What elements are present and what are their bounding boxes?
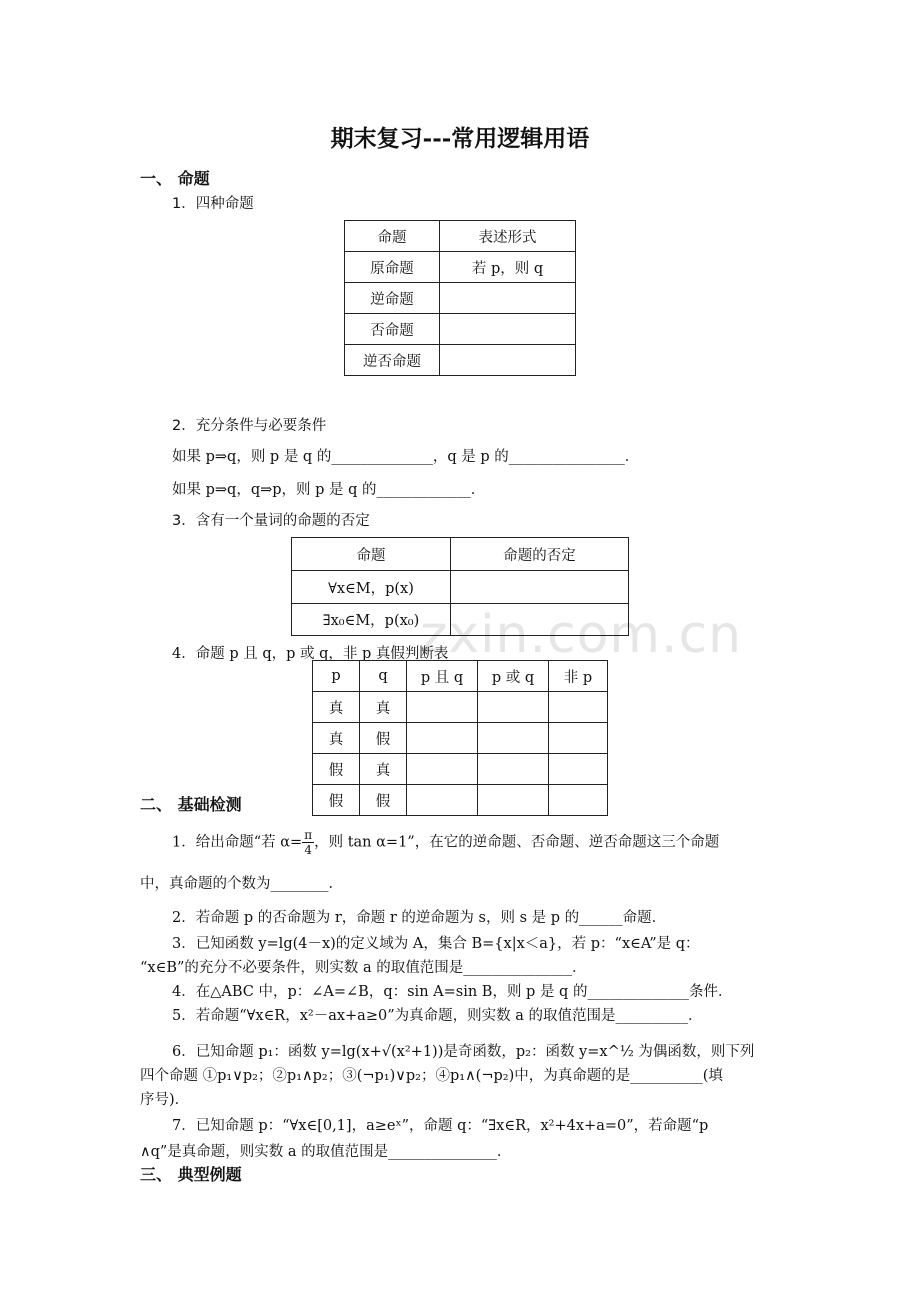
subsection-4-title: 4．命题 p 且 q，p 或 q，非 p 真假判断表 xyxy=(172,646,449,662)
section-1-heading: 一、 命题 xyxy=(140,169,210,188)
question-1-text-a: 1．给出命题“若 α= xyxy=(172,834,303,851)
question-7-line-1: 7．已知命题 p：“∀x∈[0,1]，a≥eˣ”，命题 q：“∃x∈R，x²+4x+a=0”，若命题“p xyxy=(172,1118,709,1134)
table3-cell xyxy=(407,692,478,723)
table3-cell xyxy=(549,723,608,754)
question-4: 4．在△ABC 中，p：∠A=∠B，q：sin A=sin B，则 p 是 q 的______________条件． xyxy=(172,984,733,1000)
table3-cell xyxy=(478,723,549,754)
truth-table xyxy=(312,660,608,816)
table1-cell: 原命题 xyxy=(345,252,440,283)
four-propositions-table xyxy=(344,220,576,376)
table1-cell: 逆否命题 xyxy=(345,345,440,376)
table3-cell xyxy=(407,754,478,785)
question-1-text-b: ，则 tan α=1”，在它的逆命题、否命题、逆否命题这三个命题 xyxy=(314,834,720,851)
table3-cell: 假 xyxy=(313,785,360,816)
table2-cell xyxy=(451,604,629,636)
fraction-denominator: 4 xyxy=(304,843,312,857)
table2-cell xyxy=(451,571,629,604)
table3-cell: 真 xyxy=(360,692,407,723)
subsection-1-title: 1．四种命题 xyxy=(172,196,254,212)
table3-cell: 假 xyxy=(313,754,360,785)
table3-cell: 真 xyxy=(313,723,360,754)
table3-header: p 或 q xyxy=(478,661,549,692)
section-3-heading: 三、 典型例题 xyxy=(140,1165,242,1184)
table1-header: 表述形式 xyxy=(440,221,576,252)
watermark: zxin.com.cn xyxy=(420,605,743,665)
table3-header: p 且 q xyxy=(407,661,478,692)
section-2-heading: 二、 基础检测 xyxy=(140,795,242,814)
quantifier-negation-table xyxy=(291,537,629,636)
question-5: 5．若命题“∀x∈R，x²－ax+a≥0”为真命题，则实数 a 的取值范围是__________． xyxy=(172,1008,703,1024)
table2-cell: ∀x∈M，p(x) xyxy=(292,571,451,604)
table1-cell: 若 p，则 q xyxy=(440,252,576,283)
table1-cell xyxy=(440,314,576,345)
table1-cell xyxy=(440,345,576,376)
question-1-line-2: 中，真命题的个数为________． xyxy=(140,876,343,892)
table3-cell: 真 xyxy=(360,754,407,785)
condition-line-1: 如果 p⇒q，则 p 是 q 的______________，q 是 p 的________________． xyxy=(172,449,640,465)
table3-cell xyxy=(549,692,608,723)
table3-cell xyxy=(478,692,549,723)
table3-header: p xyxy=(313,661,360,692)
table2-header: 命题的否定 xyxy=(451,538,629,571)
table2-cell: ∃x₀∈M，p(x₀) xyxy=(292,604,451,636)
question-6-line-1: 6．已知命题 p₁：函数 y=lg(x+√(x²+1))是奇函数，p₂：函数 y=x^½ 为偶函数，则下列 xyxy=(172,1044,755,1060)
table1-cell: 逆命题 xyxy=(345,283,440,314)
fraction-numerator: π xyxy=(304,828,313,842)
table3-cell: 假 xyxy=(360,723,407,754)
question-1-line-1 xyxy=(172,828,719,857)
pi-over-4-fraction xyxy=(302,828,314,857)
table1-header: 命题 xyxy=(345,221,440,252)
table3-cell xyxy=(478,785,549,816)
question-3-line-1: 3．已知函数 y=lg(4－x)的定义域为 A，集合 B={x|x＜a}，若 p：“x∈A”是 q： xyxy=(172,936,700,952)
question-3-line-2: “x∈B”的充分不必要条件，则实数 a 的取值范围是_______________． xyxy=(140,960,587,976)
table3-cell: 假 xyxy=(360,785,407,816)
table3-header: 非 p xyxy=(549,661,608,692)
table2-header: 命题 xyxy=(292,538,451,571)
subsection-2-title: 2．充分条件与必要条件 xyxy=(172,418,327,434)
condition-line-2: 如果 p⇒q，q⇒p，则 p 是 q 的_____________． xyxy=(172,482,486,498)
question-7-line-2: ∧q”是真命题，则实数 a 的取值范围是_______________． xyxy=(140,1144,512,1160)
question-2: 2．若命题 p 的否命题为 r，命题 r 的逆命题为 s，则 s 是 p 的______命题． xyxy=(172,910,667,926)
table3-cell xyxy=(407,723,478,754)
question-6-line-3: 序号)． xyxy=(140,1092,190,1108)
table3-cell: 真 xyxy=(313,692,360,723)
page-title: 期末复习---常用逻辑用语 xyxy=(330,125,590,152)
table3-cell xyxy=(549,785,608,816)
table3-cell xyxy=(549,754,608,785)
table3-cell xyxy=(407,785,478,816)
table1-cell: 否命题 xyxy=(345,314,440,345)
table3-cell xyxy=(478,754,549,785)
table1-cell xyxy=(440,283,576,314)
table3-header: q xyxy=(360,661,407,692)
question-6-line-2: 四个命题 ①p₁∨p₂；②p₁∧p₂；③(¬p₁)∨p₂；④p₁∧(¬p₂)中，为真命题的是__________(填 xyxy=(140,1068,723,1084)
subsection-3-title: 3．含有一个量词的命题的否定 xyxy=(172,513,370,529)
